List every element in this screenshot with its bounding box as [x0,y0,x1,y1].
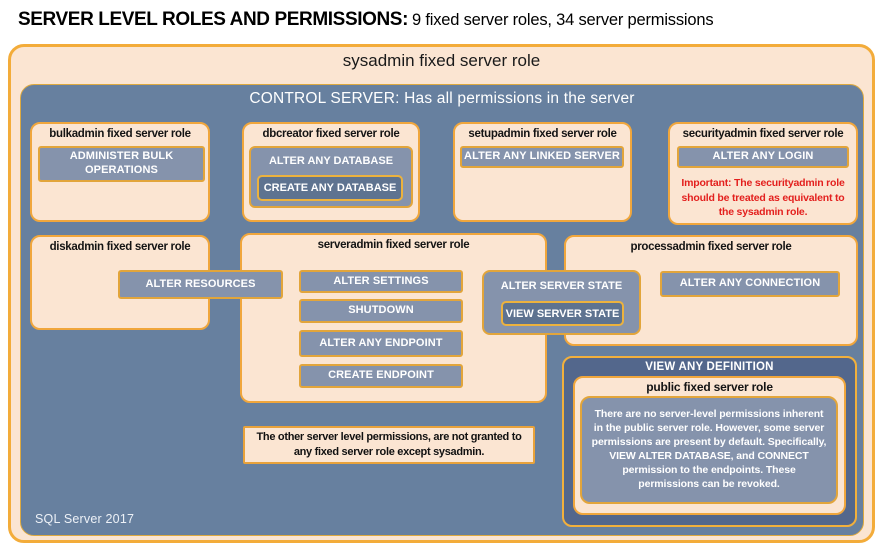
permission-create-any-database: CREATE ANY DATABASE [257,175,403,201]
sql-server-version-label: SQL Server 2017 [35,512,135,526]
control-server-title: CONTROL SERVER: Has all permissions in the server [249,90,635,107]
diskadmin-role-title: diskadmin fixed server role [49,241,191,253]
public-role-description: There are no server-level permissions inherent in the public server role. However, some server permissions are present by default. Specifically, VIEW ALTER DATABASE, and CONNECT permission to the endpoints. These permissions can be revoked. [580,396,838,504]
public-role-box [573,376,846,515]
serveradmin-role-title: serveradmin fixed server role [317,239,470,251]
permission-create-endpoint: CREATE ENDPOINT [299,364,463,388]
permission-alter-server-state-label: ALTER SERVER STATE [500,280,623,292]
permission-alter-any-linked-server: ALTER ANY LINKED SERVER [460,146,624,168]
securityadmin-role-title: securityadmin fixed server role [682,128,844,140]
permission-alter-settings: ALTER SETTINGS [299,270,463,293]
dbcreator-role-title: dbcreator fixed server role [262,128,400,140]
permission-alter-any-database [249,146,413,208]
bulkadmin-role-title: bulkadmin fixed server role [49,128,191,140]
permission-view-any-definition-label: VIEW ANY DEFINITION [645,361,774,373]
permission-alter-any-connection: ALTER ANY CONNECTION [660,271,840,297]
processadmin-role-title: processadmin fixed server role [630,241,792,253]
permission-administer-bulk-operations: ADMINISTER BULK OPERATIONS [38,146,205,182]
permission-alter-any-login: ALTER ANY LOGIN [677,146,849,168]
page-title [18,6,713,35]
permission-alter-resources: ALTER RESOURCES [118,270,283,299]
setupadmin-role-box [453,122,632,222]
permission-shutdown: SHUTDOWN [299,299,463,323]
permission-view-any-definition-box [562,356,857,527]
permission-view-server-state: VIEW SERVER STATE [501,301,624,326]
securityadmin-warning-note: Important: The securityadmin role should be treated as equivalent to the sysadmin role. [681,177,845,219]
other-permissions-note: The other server level permissions, are not granted to any fixed server role except sysadmin. [243,426,535,464]
setupadmin-role-title: setupadmin fixed server role [468,128,617,140]
page-title-subtext: 9 fixed server roles, 34 server permissions [412,11,714,29]
permission-alter-any-endpoint: ALTER ANY ENDPOINT [299,330,463,357]
public-role-title: public fixed server role [646,380,773,394]
page-title-main: SERVER LEVEL ROLES AND PERMISSIONS: [18,9,409,30]
sysadmin-role-title: sysadmin fixed server role [342,51,541,70]
permission-alter-server-state [482,270,641,335]
permission-alter-any-database-label: ALTER ANY DATABASE [268,155,394,167]
